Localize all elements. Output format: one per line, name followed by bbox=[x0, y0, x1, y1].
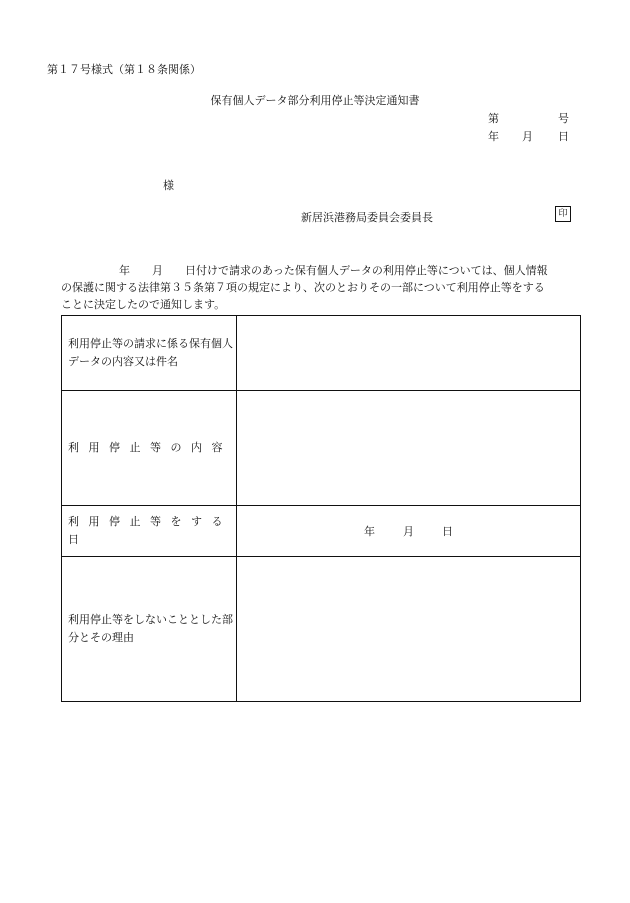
decision-table bbox=[61, 315, 581, 702]
row-value-reason bbox=[237, 557, 581, 702]
form-number: 第１７号様式（第１８条関係） bbox=[47, 63, 201, 76]
issue-date-day: 日 bbox=[558, 130, 569, 143]
notice-body bbox=[61, 262, 581, 313]
request-month: 月 bbox=[152, 264, 163, 277]
notice-line-3: ことに決定したので通知します。 bbox=[61, 298, 226, 311]
document-number-suffix: 号 bbox=[558, 112, 569, 125]
table-row bbox=[62, 557, 581, 702]
notice-body-line-1 bbox=[61, 262, 581, 279]
table-row bbox=[62, 391, 581, 506]
row-value-date bbox=[237, 506, 581, 557]
row-label-content: 利用停止等の内容 bbox=[62, 391, 237, 506]
issuer-name: 新居浜港務局委員会委員長 bbox=[301, 211, 433, 224]
document-title: 保有個人データ部分利用停止等決定通知書 bbox=[210, 94, 420, 107]
row-value-content bbox=[237, 391, 581, 506]
request-year: 年 bbox=[119, 264, 130, 277]
seal-stamp: 印 bbox=[555, 206, 571, 222]
table-row bbox=[62, 316, 581, 391]
table-row bbox=[62, 506, 581, 557]
stop-date-month: 月 bbox=[403, 525, 414, 538]
row-label-target: 利用停止等の請求に係る保有個人データの内容又は件名 bbox=[62, 316, 237, 391]
addressee-honorific: 様 bbox=[163, 179, 174, 192]
issue-date-month: 月 bbox=[522, 130, 533, 143]
stop-date-day: 日 bbox=[442, 525, 453, 538]
document-number-prefix: 第 bbox=[488, 112, 499, 125]
notice-line-1: 日付けで請求のあった保有個人データの利用停止等については、個人情報 bbox=[185, 264, 548, 277]
stop-date-year: 年 bbox=[364, 525, 375, 538]
issue-date-year: 年 bbox=[488, 130, 499, 143]
row-label-reason: 利用停止等をしないこととした部分とその理由 bbox=[62, 557, 237, 702]
row-label-date: 利用停止等をする日 bbox=[62, 506, 237, 557]
notice-line-2: の保護に関する法律第３５条第７項の規定により、次のとおりその一部について利用停止等をする bbox=[61, 281, 545, 294]
row-value-target bbox=[237, 316, 581, 391]
